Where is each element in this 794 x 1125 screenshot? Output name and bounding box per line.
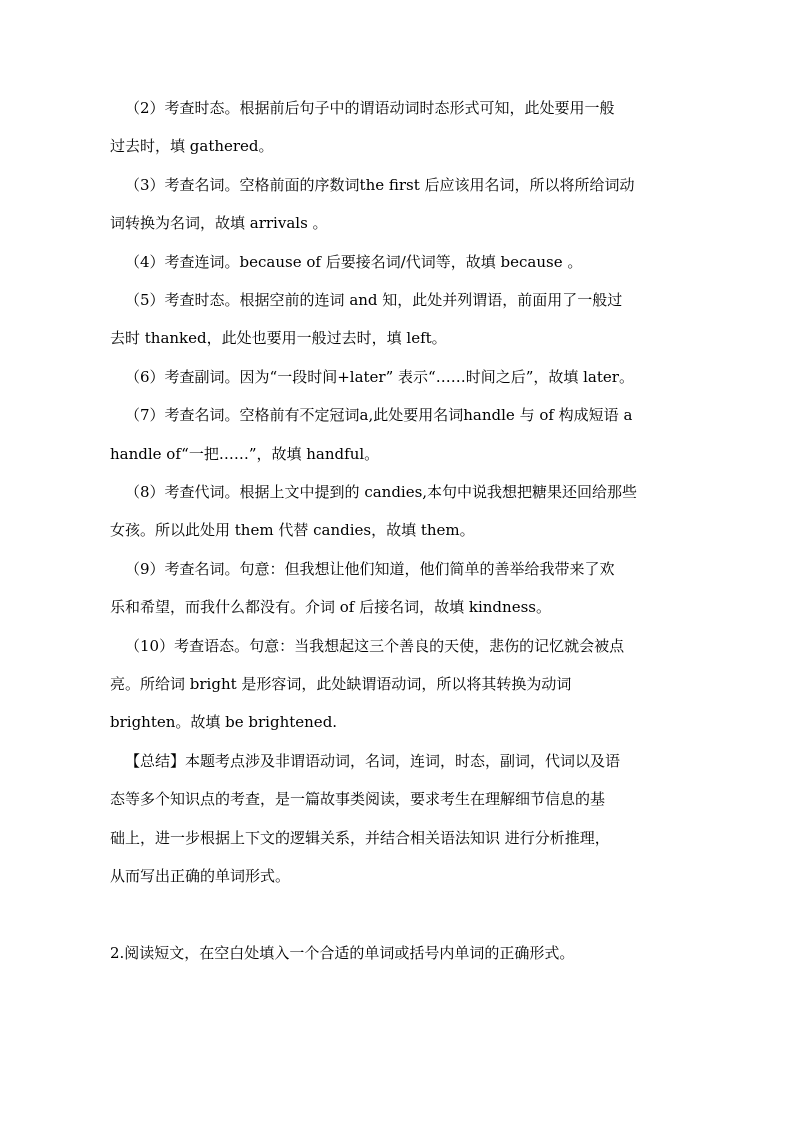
summary-line-1: 【总结】本题考点涉及非谓语动词，名词，连词，时态，副词，代词以及语 [125,752,621,770]
answer-9-line-2: 乐和希望，而我什么都没有。介词 of 后接名词，故填 kindness。 [110,598,551,616]
answer-10-line-1: （10）考查语态。句意：当我想起这三个善良的天使，悲伤的记忆就会被点 [125,637,625,655]
answer-3-line-2: 词转换为名词，故填 arrivals 。 [110,214,328,232]
answer-7-line-1: （7）考查名词。空格前有不定冠词a,此处要用名词handle 与 of 构成短语 a [125,406,633,424]
answer-2-line-1: （2）考查时态。根据前后句子中的谓语动词时态形式可知，此处要用一般 [125,99,615,117]
summary-line-4: 从而写出正确的单词形式。 [110,867,291,885]
answer-10-line-2: 亮。所给词 bright 是形容词，此处缺谓语动词，所以将其转换为动词 [110,675,572,693]
answer-4-line-1: （4）考查连词。because of 后要接名词/代词等，故填 because 。 [125,253,583,271]
summary-line-2: 态等多个知识点的考查，是一篇故事类阅读，要求考生在理解细节信息的基 [110,790,606,808]
answer-3-line-1: （3）考查名词。空格前面的序数词the first 后应该用名词，所以将所给词动 [125,176,635,194]
answer-8-line-1: （8）考查代词。根据上文中提到的 candies,本句中说我想把糖果还回给那些 [125,483,638,501]
answer-9-line-1: （9）考查名词。句意：但我想让他们知道，他们简单的善举给我带来了欢 [125,560,615,578]
answer-2-line-2: 过去时，填 gathered。 [110,137,274,155]
answer-6-line-1: （6）考查副词。因为“一段时间+later” 表示“……时间之后”，故填 later。 [125,368,634,386]
question-2-instruction: 2.阅读短文，在空白处填入一个合适的单词或括号内单词的正确形式。 [110,944,575,962]
answer-5-line-2: 去时 thanked，此处也要用一般过去时，填 left。 [110,329,447,347]
answer-5-line-1: （5）考查时态。根据空前的连词 and 知，此处并列谓语，前面用了一般过 [125,291,623,309]
answer-7-line-2: handle of“一把……”，故填 handful。 [110,445,380,463]
summary-line-3: 础上，进一步根据上下文的逻辑关系，并结合相关语法知识 进行分析推理， [110,829,610,847]
answer-8-line-2: 女孩。所以此处用 them 代替 candies，故填 them。 [110,521,475,539]
answer-10-line-3: brighten。故填 be brightened. [110,713,338,731]
